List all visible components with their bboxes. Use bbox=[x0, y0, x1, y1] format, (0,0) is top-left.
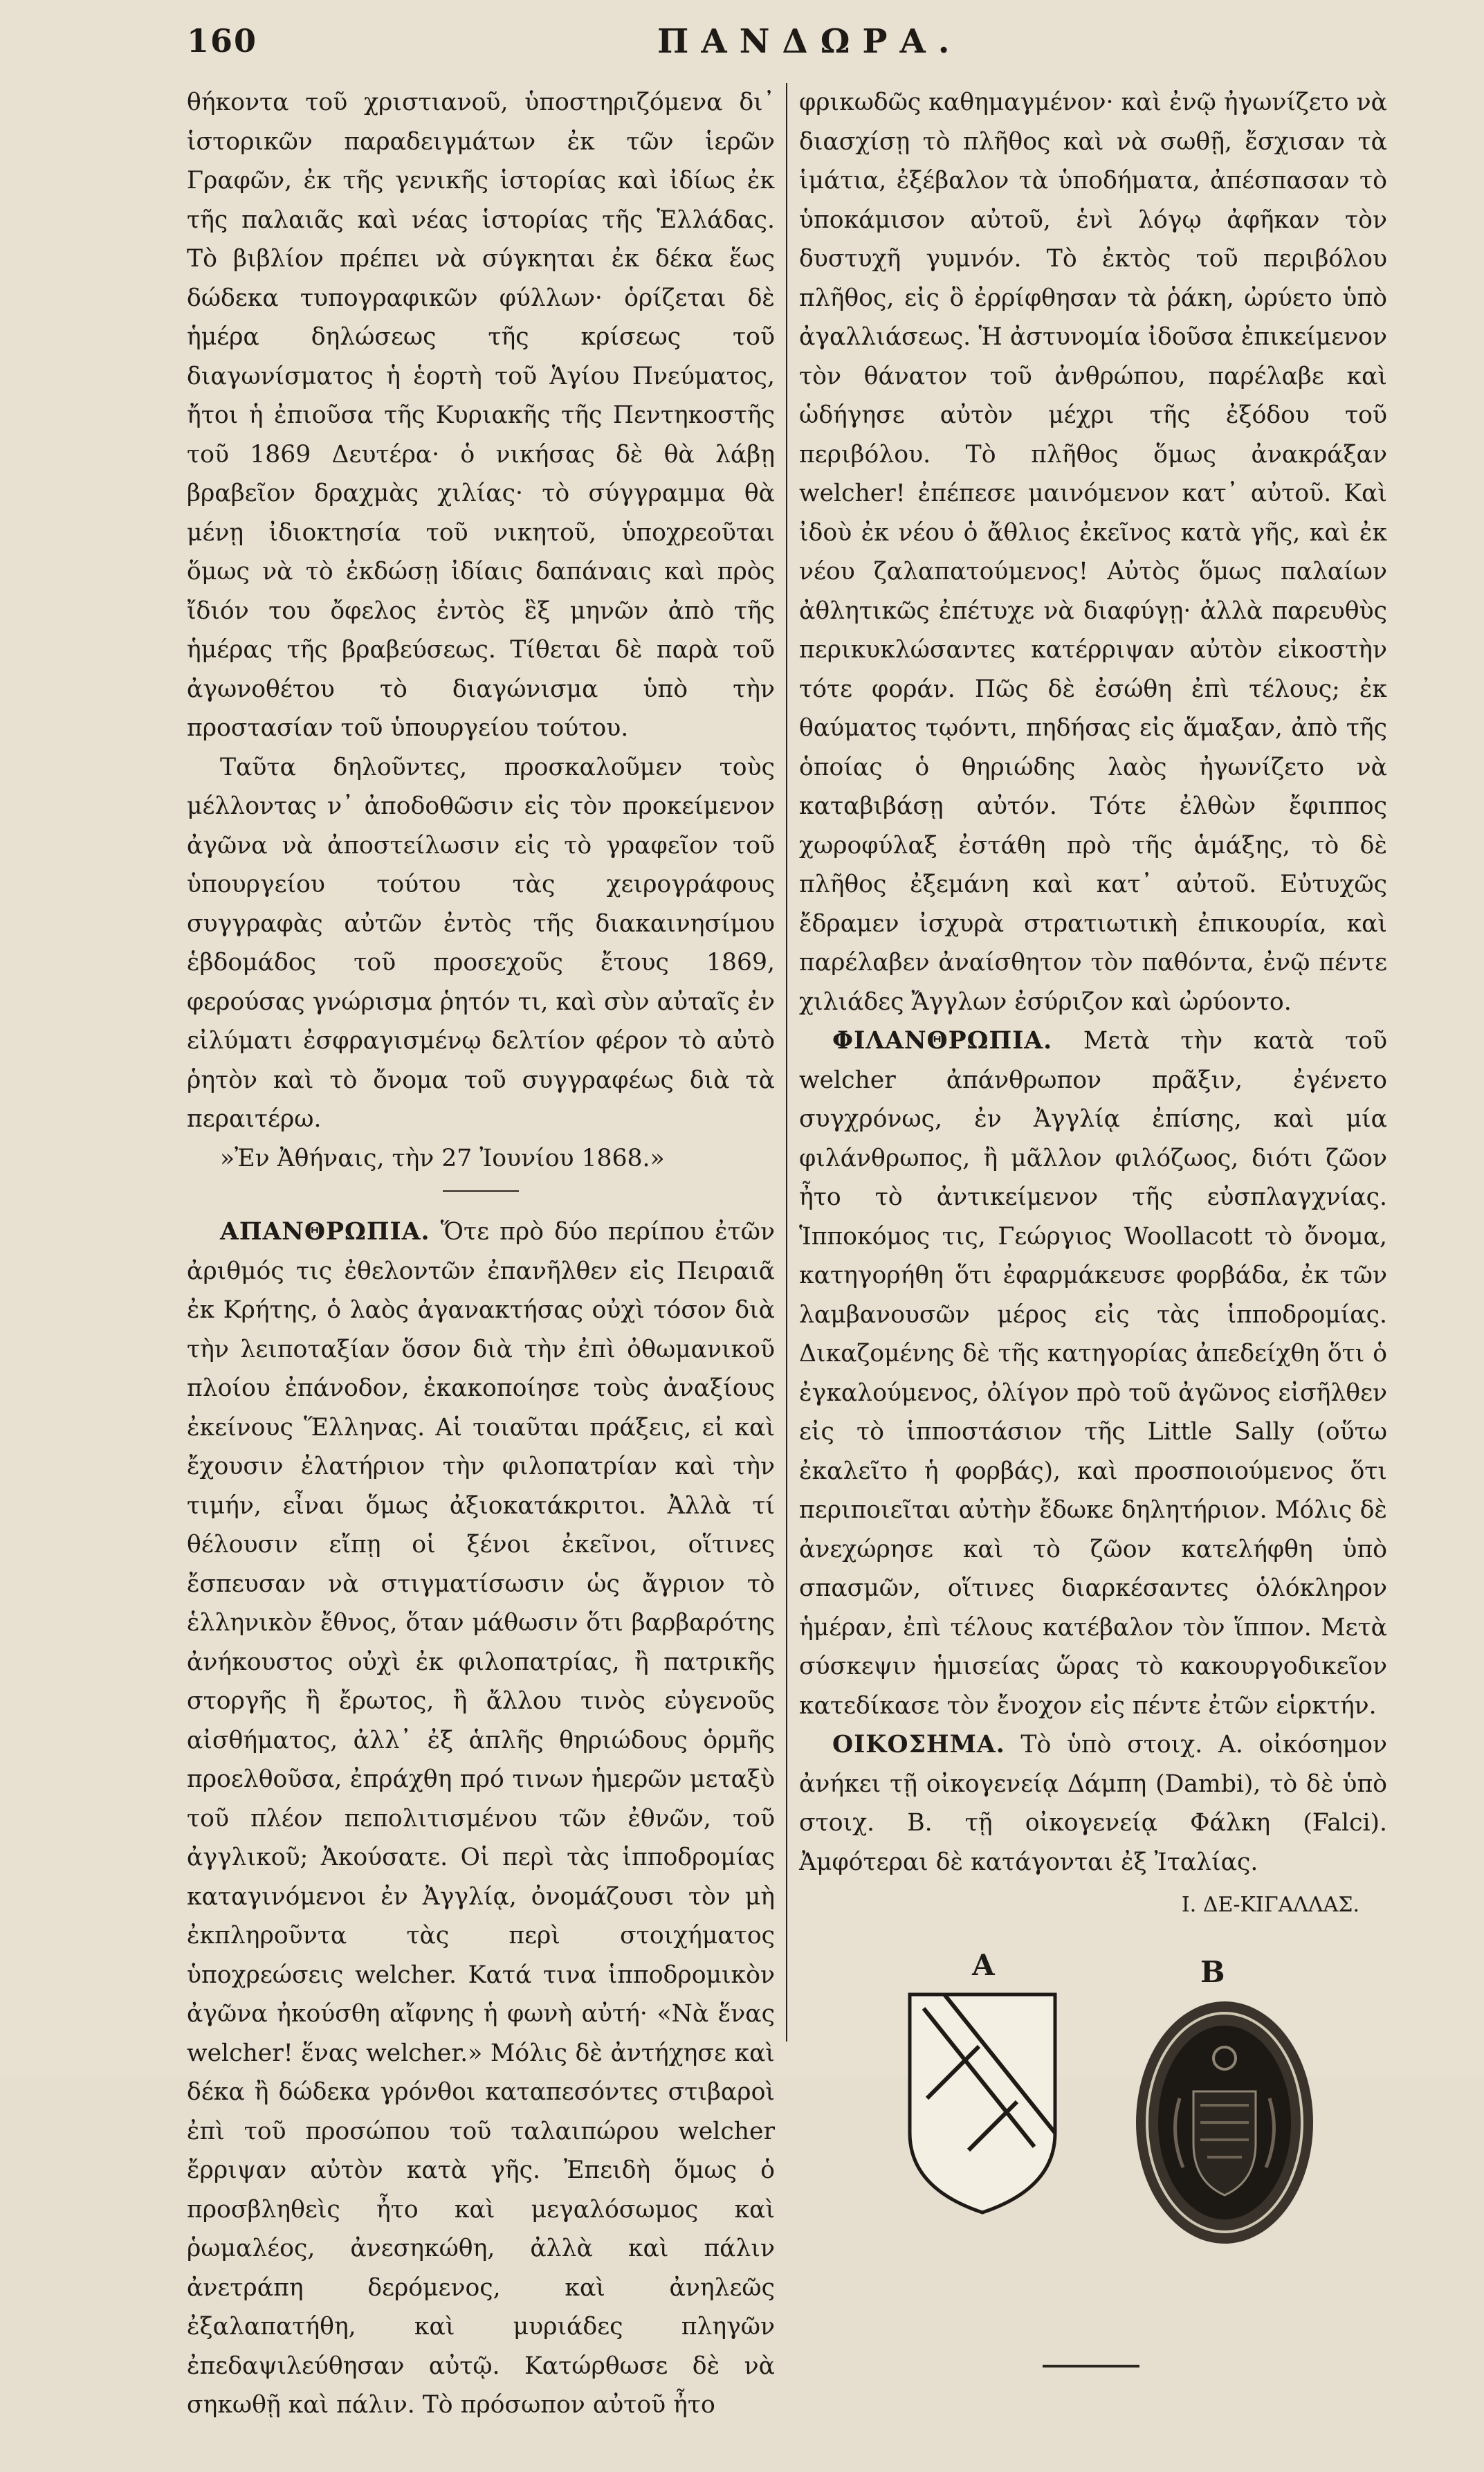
section-title: ΟΙΚΟΣΗΜΑ. bbox=[832, 1731, 1005, 1758]
section-title: ΦΙΛΑΝΘΡΩΠΙΑ. bbox=[832, 1027, 1053, 1055]
figure-b-label: B bbox=[1200, 1954, 1225, 1989]
paragraph-text: Ὅτε πρὸ δύο περίπου ἐτῶν ἀριθμός τις ἐθελοντῶν ἐπανῆλθεν εἰς Πειραιᾶ ἐκ Κρήτης, ὁ λαὸς ἀγανακτήσας οὐχὶ τόσον διὰ τὴν λειποταξίαν ὅσον διὰ τὴν ἐπὶ ὀθωμανικοῦ πλοίου ἐπάνοδον, ἐκακοποίησε τοὺς ἀναξίους ἐκείνους Ἕλληνας. Αἱ τοιαῦται πράξεις, εἰ καὶ ἔχουσιν ἐλατήριον τὴν φιλοπατρίαν καὶ τὴν τιμήν, εἶναι ὅμως ἀξιοκατάκριτοι. Ἀλλὰ τί θέλουσιν εἴπῃ οἱ ξένοι ἐκεῖνοι, οἵτινες ἔσπευσαν νὰ στιγματίσωσιν ὡς ἄγριον τὸ ἑλληνικὸν ἔθνος, ὅταν μάθωσιν ὅτι βαρβαρότης ἀνήκουστος οὐχὶ ἐκ φιλοπατρίας, ἢ πατρικῆς στοργῆς ἢ ἔρωτος, ἢ ἄλλου τινὸς εὐγενοῦς αἰσθήματος, ἀλλ᾽ ἐξ ἁπλῆς θηριώδους ὁρμῆς προελθοῦσα, ἐπράχθη πρό τινων ἡμερῶν μεταξὺ τοῦ πλέον πεπολιτισμένου τῶν ἐθνῶν, τοῦ ἀγγλικοῦ; Ἀκούσατε. Οἱ περὶ τὰς ἱπποδρομίας καταγινόμενοι ἐν Ἀγγλίᾳ, ὀνομάζουσι τὸν μὴ ἐκπληροῦντα τὰς περὶ στοιχήματος ὑποχρεώσεις welcher. Κατά τινα ἱπποδρομικὸν ἀγῶνα ἠκούσθη αἴφνης ἡ φωνὴ αὐτή· «Νὰ ἕνας welcher! ἕνας welcher.» Μόλις δὲ ἀντήχησε καὶ δέκα ἢ δώδεκα γρόνθοι καταπεσόντες στιβαροὶ ἐπὶ τοῦ προσώπου τοῦ ταλαιπώρου welcher ἔρριψαν αὐτὸν κατὰ γῆς. Ἐπειδὴ ὅμως ὁ προσβληθεὶς ἦτο καὶ μεγαλόσωμος καὶ ῥωμαλέος, ἀνεσηκώθη, ἀλλὰ καὶ πάλιν ἀνετράπη δερόμενος, καὶ ἀνηλεῶς ἐξαλαπατήθη, καὶ μυριάδες πληγῶν ἐπεδαψιλεύθησαν αὐτῷ. Κατώρθωσε δὲ νὰ σηκωθῇ καὶ πάλιν. Τὸ πρόσωπον αὐτοῦ ἦτο bbox=[187, 1218, 775, 2419]
paragraph: Ταῦτα δηλοῦντες, προσκαλοῦμεν τοὺς μέλλοντας ν᾽ ἀποδοθῶσιν εἰς τὸν προκείμενον ἀγῶνα νὰ ἀποστείλωσιν εἰς τὸ γραφεῖον τοῦ ὑπουργείου τούτου τὰς χειρογράφους συγγραφὰς αὐτῶν ἐντὸς τῆς διακαινησίμου ἑβδομάδος τοῦ προσεχοῦς ἔτους 1869, φερούσας γνώρισμα ῥητόν τι, καὶ σὺν αὐταῖς ἐν εἰλύματι ἐσφραγισμένῳ δελτίον φέρον τὸ αὐτὸ ῥητὸν καὶ τὸ ὄνομα τοῦ συγγραφέως διὰ τὰ περαιτέρω. bbox=[187, 753, 775, 1133]
right-column bbox=[799, 83, 1387, 2472]
page-number: 160 bbox=[187, 22, 258, 60]
left-column bbox=[187, 83, 775, 2425]
paragraph bbox=[187, 1212, 775, 2425]
paragraph-text: Τὸ ὑπὸ στοιχ. Α. οἰκόσημον ἀνήκει τῇ οἰκογενείᾳ Δάμπη (Dambi), τὸ δὲ ὑπὸ στοιχ. Β. τῇ οἰκογενείᾳ Φάλκη (Falci). Ἀμφότεραι δὲ κατάγονται ἐξ Ἰταλίας. bbox=[799, 1731, 1387, 1876]
paragraph-text: Μετὰ τὴν κατὰ τοῦ welcher ἀπάνθρωπον πρᾶξιν, ἐγένετο συγχρόνως, ἐν Ἀγγλίᾳ ἐπίσης, καὶ μία φιλάνθρωπος, ἢ μᾶλλον φιλόζωος, διότι ζῶον ἦτο τὸ ἀντικείμενον τῆς εὐσπλαγχνίας. Ἱπποκόμος τις, Γεώργιος Woollacott τὸ ὄνομα, κατηγορήθη ὅτι ἐφαρμάκευσε φορβάδα, ἐκ τῶν λαμβανουσῶν μέρος εἰς τὰς ἱπποδρομίας. Δικαζομένης δὲ τῆς κατηγορίας ἀπεδείχθη ὅτι ὁ ἐγκαλούμενος, ὀλίγον πρὸ τοῦ ἀγῶνος εἰσῆλθεν εἰς τὸ ἱπποστάσιον τῆς Little Sally (οὕτω ἐκαλεῖτο ἡ φορβάς), καὶ προσποιούμενος ὅτι περιποιεῖται αὐτὴν ἔδωκε δηλητήριον. Μόλις δὲ ἀνεχώρησε καὶ τὸ ζῶον κατελήφθη ὑπὸ σπασμῶν, οἵτινες διαρκέσαντες ὁλόκληρον ἡμέραν, ἐπὶ τέλους κατέβαλον τὸν ἵππον. Μετὰ σύσκεψιν ἡμισείας ὥρας τὸ κακουργοδικεῖον κατεδίκασε τὸν ἔνοχον εἰς πέντε ἐτῶν εἱρκτήν. bbox=[799, 1027, 1387, 1720]
column-divider bbox=[786, 83, 787, 2042]
section-separator bbox=[443, 1190, 519, 1192]
paragraph bbox=[799, 1725, 1387, 1882]
paragraph bbox=[799, 1021, 1387, 1725]
page-header bbox=[187, 22, 1404, 78]
paragraph: φρικωδῶς καθημαγμένον· καὶ ἐνῷ ἠγωνίζετο νὰ διασχίσῃ τὸ πλῆθος καὶ νὰ σωθῇ, ἔσχισαν τὰ ἱμάτια, ἐξέβαλον τὰ ὑποδήματα, ἀπέσπασαν τὸ ὑποκάμισον αὐτοῦ, ἑνὶ λόγῳ ἀφῆκαν τὸν δυστυχῆ γυμνόν. Τὸ ἐκτὸς τοῦ περιβόλου πλῆθος, εἰς ὃ ἐρρίφθησαν τὰ ῥάκη, ὠρύετο ὑπὸ ἀγαλλιάσεως. Ἡ ἀστυνομία ἰδοῦσα ἐπικείμενον τὸν θάνατον τοῦ ἀνθρώπου, παρέλαβε καὶ ὡδήγησε αὐτὸν μέχρι τῆς ἐξόδου τοῦ περιβόλου. Τὸ πλῆθος ὅμως ἀνακράξαν welcher! ἐπέπεσε μαινόμενον κατ᾽ αὐτοῦ. Καὶ ἰδοὺ ἐκ νέου ὁ ἄθλιος ἐκεῖνος κατὰ γῆς, καὶ ἐκ νέου ζαλαπατούμενος! Αὐτὸς ὅμως παλαίων ἀθλητικῶς ἐπέτυχε νὰ διαφύγῃ· ἀλλὰ παρευθὺς περικυκλώσαντες κατέρριψαν αὐτὸν εἰκοστὴν τότε φοράν. Πῶς δὲ ἐσώθη ἐπὶ τέλους; ἐκ θαύματος τῳόντι, πηδήσας εἰς ἅμαξαν, ἀπὸ τῆς ὁποίας ὁ θηριώδης λαὸς ἠγωνίζετο νὰ καταβιβάσῃ αὐτόν. Τότε ἐλθὼν ἔφιππος χωροφύλαξ ἐστάθη πρὸ τῆς ἁμάξης, τὸ δὲ πλῆθος ἐξεμάνη καὶ κατ᾽ αὐτοῦ. Εὐτυχῶς ἔδραμεν ἰσχυρὰ στρατιωτικὴ ἐπικουρία, καὶ παρέλαβεν ἀναίσθητον τὸν παθόντα, ἐνῷ πέντε χιλιάδες Ἄγγλων ἐσύριζον καὶ ὠρύοντο. bbox=[799, 89, 1387, 1016]
bottom-rule bbox=[1043, 2365, 1139, 2368]
dateline: »Ἐν Ἀθήναις, τὴν 27 Ἰουνίου 1868.» bbox=[220, 1144, 665, 1172]
paragraph: θήκοντα τοῦ χριστιανοῦ, ὑποστηριζόμενα δι᾽ ἱστορικῶν παραδειγμάτων ἐκ τῶν ἱερῶν Γραφῶν, ἐκ τῆς γενικῆς ἱστορίας καὶ ἰδίως ἐκ τῆς παλαιᾶς καὶ νέας ἱστορίας τῆς Ἑλλάδας. Τὸ βιβλίον πρέπει νὰ σύγκηται ἐκ δέκα ἕως δώδεκα τυπογραφικῶν φύλλων· ὁρίζεται δὲ ἡμέρα δηλώσεως τῆς κρίσεως τοῦ διαγωνίσματος ἡ ἑορτὴ τοῦ Ἁγίου Πνεύματος, ἤτοι ἡ ἐπιοῦσα τῆς Κυριακῆς τῆς Πεντηκοστῆς τοῦ 1869 Δευτέρα· ὁ νικήσας δὲ θὰ λάβῃ βραβεῖον δραχμὰς χιλίας· τὸ σύγγραμμα θὰ μένῃ ἰδιοκτησία τοῦ νικητοῦ, ὑποχρεοῦται ὅμως νὰ τὸ ἐκδώσῃ ἰδίαις δαπάναις καὶ πρὸς ἴδιόν του ὄφελος ἐντὸς ἓξ μηνῶν ἀπὸ τῆς ἡμέρας τῆς βραβεύσεως. Τίθεται δὲ παρὰ τοῦ ἀγωνοθέτου τὸ διαγώνισμα ὑπὸ τὴν προστασίαν τοῦ ὑπουργείου τούτου. bbox=[187, 89, 775, 742]
section-title: ΑΠΑΝΘΡΩΠΙΑ. bbox=[220, 1218, 430, 1246]
shield-a-icon bbox=[903, 1988, 1062, 2216]
figure-a-label: A bbox=[972, 1947, 995, 1982]
author-signature: Ι. ΔΕ-ΚΙΓΑΛΛΑΣ. bbox=[1181, 1893, 1359, 1917]
running-title: ΠΑΝΔΩΡΑ. bbox=[657, 22, 962, 61]
coat-of-arms-figures bbox=[799, 1946, 1387, 2472]
seal-b-icon bbox=[1131, 1994, 1318, 2251]
